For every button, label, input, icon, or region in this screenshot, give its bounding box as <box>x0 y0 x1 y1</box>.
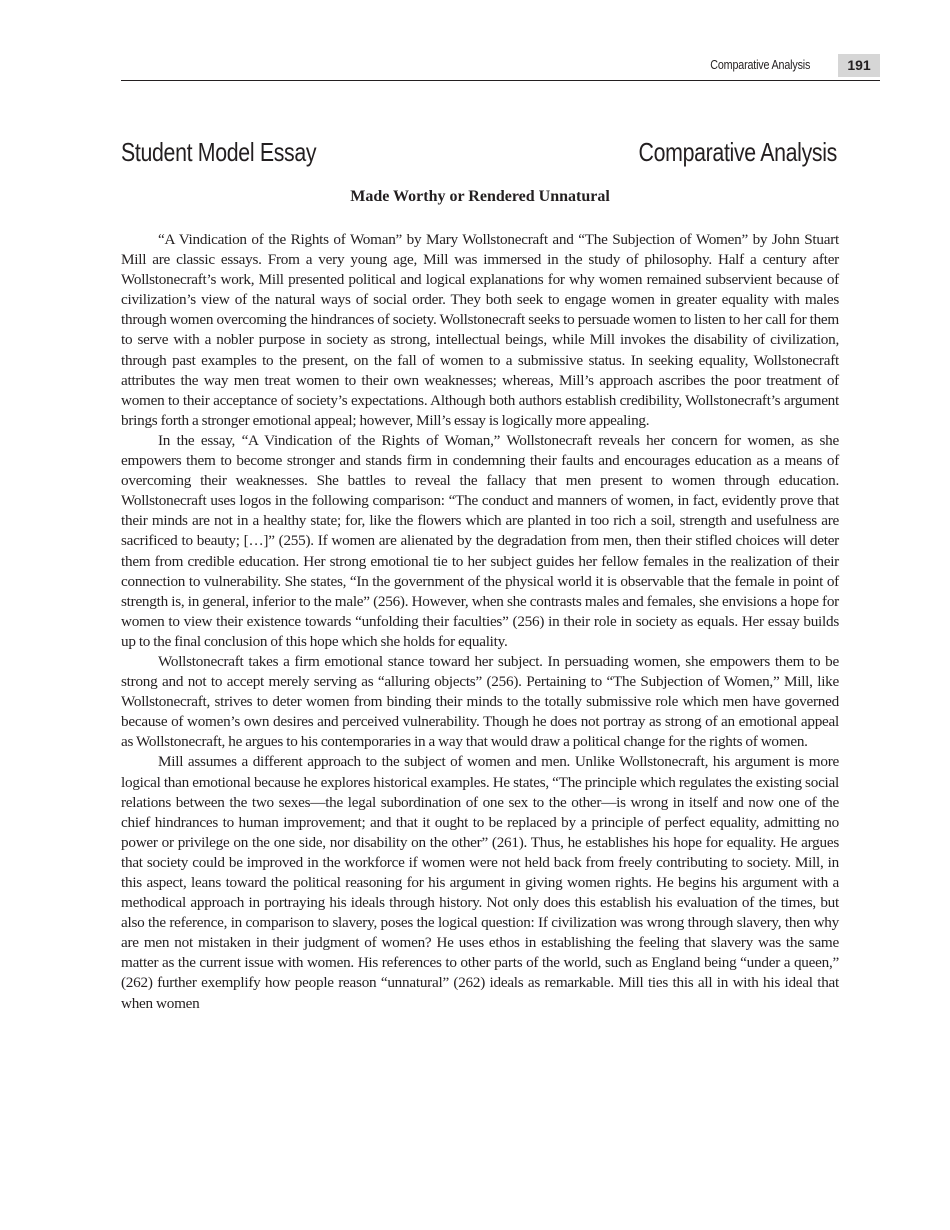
section-head-left: Student Model Essay <box>121 137 317 167</box>
running-header <box>121 54 880 81</box>
essay-body <box>121 230 839 1014</box>
page-number: 191 <box>838 54 880 77</box>
section-heads <box>121 137 837 169</box>
essay-paragraph: In the essay, “A Vindication of the Rights of Woman,” Wollstonecraft reveals her concern for women, as she empowers them to become stronger and stands firm in condemning their faults and encourages education as a means of overcoming their weaknesses. She battles to reveal the fallacy that men present to women through education. Wollstonecraft uses logos in the following comparison: “The conduct and manners of women, in fact, evidently prove that their minds are not in a healthy state; for, like the flowers which are planted in too rich a soil, strength and usefulness are sacrificed to beauty; […]” (255). If women are alienated by the degradation from men, then their stifled choices will deter them from credible education. Her strong emotional tie to her subject guides her fellow females in the realization of their connection to vulnerability. She states, “In the government of the physical world it is observable that the female in point of strength is, in general, inferior to the male” (256). However, when she contrasts males and females, she envisions a hope for women to view their existence towards “unfolding their faculties” (256) in their role in society as equals. Her essay builds up to the final conclusion of this hope which she holds for equality. <box>121 431 839 650</box>
running-header-title: Comparative Analysis <box>710 58 810 72</box>
essay-paragraph: Wollstonecraft takes a firm emotional stance toward her subject. In persuading women, she empowers them to be strong and not to accept merely serving as “alluring objects” (256). Pertaining to “The Subjection of Women,” Mill, like Wollstonecraft, strives to deter women from binding their minds to the totally submissive role which men have governed because of women’s own desires and perceived vulnerability. Though he does not portray as strong of an emotional appeal as Wollstonecraft, he argues to his contemporaries in a way that would draw a political change for the rights of women. <box>121 652 839 751</box>
essay-title: Made Worthy or Rendered Unnatural <box>350 188 610 205</box>
section-head-right: Comparative Analysis <box>638 137 837 167</box>
essay-paragraph: “A Vindication of the Rights of Woman” by Mary Wollstonecraft and “The Subjection of Women” by John Stuart Mill are classic essays. From a very young age, Mill was immersed in the study of philosophy. Half a century after Wollstonecraft’s work, Mill presented political and logical explanations for why women remained subservient because of civilization’s view of the natural ways of social order. They both seek to engage women in greater equality with males through women overcoming the hindrances of society. Wollstonecraft seeks to persuade women to listen to her call for them to serve with a nobler purpose in society as strong, intellectual beings, while Mill invokes the disability of civilization, through past examples to the present, on the fall of women to a submissive status. In seeking equality, Wollstonecraft attributes the way men treat women to their own weaknesses; whereas, Mill’s approach ascribes the poor treatment of women to their acceptance of society’s expectations. Although both authors establish credibility, Wollstonecraft’s argument brings forth a stronger emotional appeal; however, Mill’s essay is logically more appealing. <box>121 231 839 429</box>
essay-paragraph: Mill assumes a different approach to the subject of women and men. Unlike Wollstonecraft, his argument is more logical than emotional because he explores historical examples. He states, “The principle which regulates the existing social relations between the two sexes—the legal subordination of one sex to the other—is wrong in itself and now one of the chief hindrances to human improvement; and that it ought to be replaced by a principle of perfect equality, admitting no power or privilege on the one side, nor disability on the other” (261). Thus, he establishes his hope for equality. He argues that society could be improved in the workforce if women were not held back from freely contributing to society. Mill, in this aspect, leans toward the political reasoning for his argument in giving women rights. He begins his argument with a methodical approach in portraying his ideals through history. Not only does this establish his evaluation of the times, but also the reference, in comparison to slavery, poses the logical question: If civilization was wrong through slavery, then why are men not mistaken in their judgment of women? He uses ethos in establishing the feeling that slavery was the same matter as the current issue with women. His references to other parts of the world, such as England being “under a queen,” (262) further exemplify how people reason “unnatural” (262) ideals as remarkable. Mill ties this all in with his ideal that when women <box>121 753 839 1012</box>
